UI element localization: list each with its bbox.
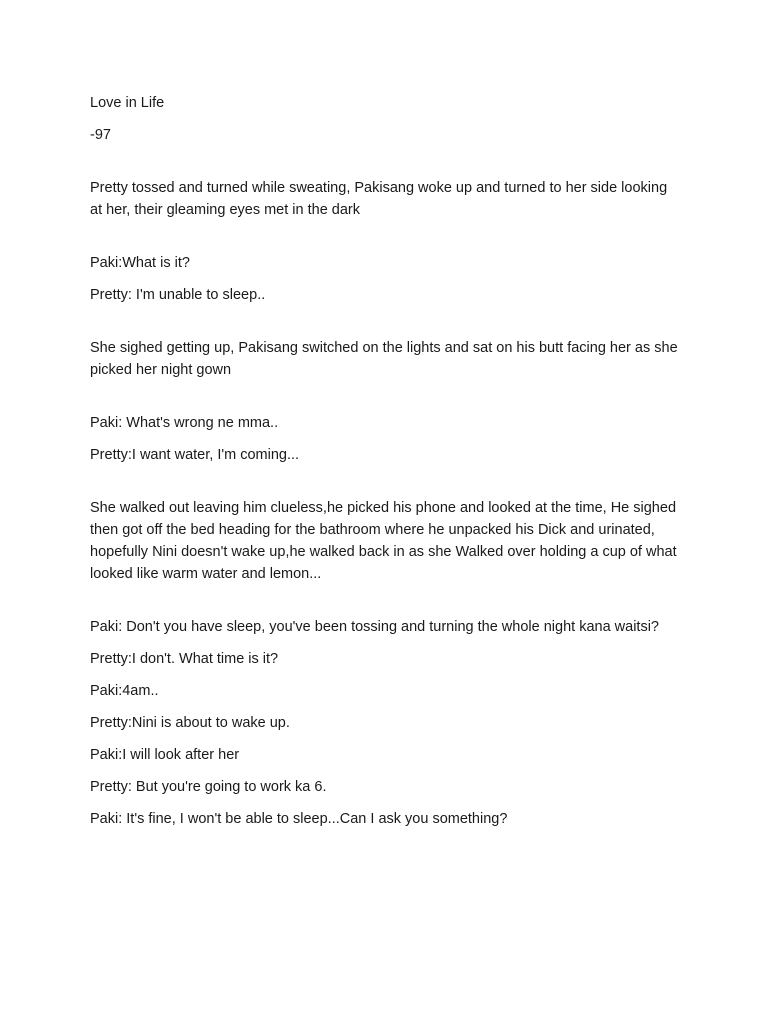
paragraph-gap xyxy=(90,391,682,412)
chapter-number: -97 xyxy=(90,127,111,143)
dialogue-line: Paki:I will look after her xyxy=(90,747,240,763)
document-title: Love in Life xyxy=(90,95,165,111)
dialogue-line: Pretty:I want water, I'm coming... xyxy=(90,447,300,463)
paragraph-gap xyxy=(90,316,682,337)
narrative-paragraph: Pretty tossed and turned while sweating, Pakisang woke up and turned to her side looking at her, their gleaming eyes met in the dark xyxy=(90,180,668,218)
document-page xyxy=(90,92,682,840)
dialogue-line: Pretty: I'm unable to sleep.. xyxy=(90,287,266,303)
paragraph-gap xyxy=(90,476,682,497)
dialogue-line: Paki: Don't you have sleep, you've been tossing and turning the whole night kana waitsi? xyxy=(90,619,659,635)
dialogue-line: Pretty:Nini is about to wake up. xyxy=(90,715,290,731)
dialogue-line: Pretty: But you're going to work ka 6. xyxy=(90,779,327,795)
narrative-paragraph: She walked out leaving him clueless,he picked his phone and looked at the time, He sighed then got off the bed heading for the bathroom where he unpacked his Dick and urinated, hopefully Nini doesn't wake up,he walked back in as she Walked over holding a cup of what looked like warm water and lemon... xyxy=(90,500,677,582)
paragraph-gap xyxy=(90,595,682,616)
paragraph-gap xyxy=(90,156,682,177)
dialogue-line: Paki: What's wrong ne mma.. xyxy=(90,415,279,431)
dialogue-line: Pretty:I don't. What time is it? xyxy=(90,651,279,667)
narrative-paragraph: She sighed getting up, Pakisang switched on the lights and sat on his butt facing her as she picked her night gown xyxy=(90,340,678,378)
dialogue-line: Paki:4am.. xyxy=(90,683,159,699)
dialogue-line: Paki:What is it? xyxy=(90,255,190,271)
paragraph-gap xyxy=(90,231,682,252)
dialogue-line: Paki: It's fine, I won't be able to sleep...Can I ask you something? xyxy=(90,811,508,827)
